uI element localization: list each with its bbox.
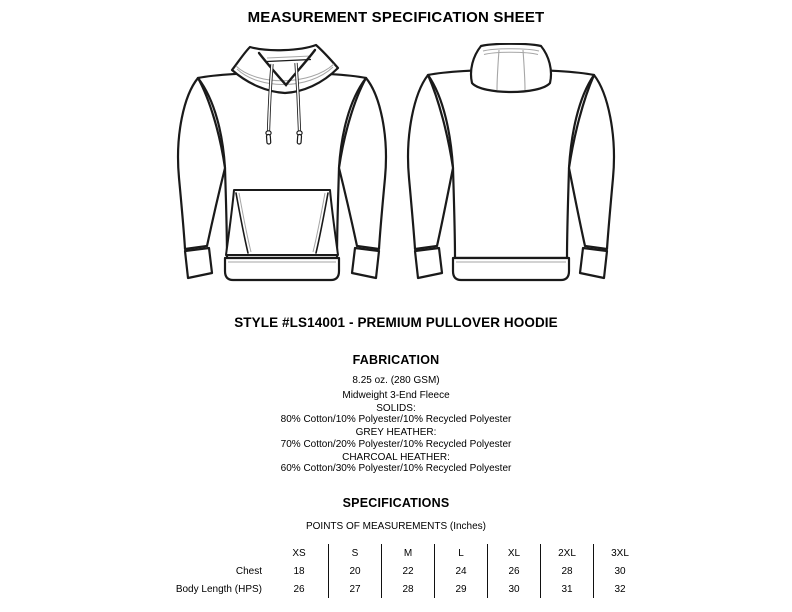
fabrication-weight: 8.25 oz. (280 GSM) [352,375,440,386]
fabrication-charcoal-heather-content: 60% Cotton/30% Polyester/10% Recycled Polyester [280,463,512,474]
fabrication-heading: FABRICATION [352,353,440,367]
measurement-value: 26 [293,583,305,595]
page-title: MEASUREMENT SPECIFICATION SHEET [247,9,545,26]
style-number-title: STYLE #LS14001 - PREMIUM PULLOVER HOODIE [234,315,558,330]
hoodie-back-drawing [402,43,620,296]
size-column-header: M [382,544,435,562]
fabrication-solids-content: 80% Cotton/10% Polyester/10% Recycled Polyester [280,414,512,425]
measurements-table [164,544,646,598]
measurement-value: 24 [435,562,488,580]
hoodie-front-flat-icon [172,40,392,292]
fabrication-solids-label: SOLIDS: [376,402,416,414]
size-column-header: XS [292,547,306,559]
fabrication-grey-heather-label: GREY HEATHER: [355,427,437,438]
kangaroo-pocket [226,190,338,255]
front-cuff-left [185,248,212,278]
chest-row [164,562,646,580]
measurement-value: 20 [329,562,382,580]
measurement-value: 29 [435,580,488,598]
specifications-heading: SPECIFICATIONS [342,496,450,510]
row-label: Body Length (HPS) [175,583,262,595]
measurement-value: 18 [293,565,305,577]
size-column-header: L [435,544,488,562]
fabrication-grey-heather-content: 70% Cotton/20% Polyester/10% Recycled Polyester [280,438,512,450]
measurement-value: 27 [329,580,382,598]
measurement-value: 22 [382,562,435,580]
front-cuff-right [352,248,379,278]
front-hem-band [225,258,339,280]
back-cuff-right [580,248,607,278]
measurement-value: 30 [488,580,541,598]
size-column-header: 3XL [594,544,647,562]
fabrication-fleece: Midweight 3-End Fleece [342,389,450,401]
fabrication-details [0,375,792,475]
size-column-header: XL [488,544,541,562]
measurement-value: 28 [382,580,435,598]
size-column-header: S [329,544,382,562]
back-cuff-left [415,248,442,278]
measurement-value: 28 [541,562,594,580]
measurement-value: 26 [488,562,541,580]
row-label-empty [164,544,270,562]
hoodie-back-flat-icon [402,43,620,291]
points-of-measurements-label: POINTS OF MEASUREMENTS (Inches) [305,521,487,532]
fabrication-charcoal-heather-label: CHARCOAL HEATHER: [342,451,450,463]
size-column-header: 2XL [541,544,594,562]
size-header-row [164,544,646,562]
measurement-value: 30 [594,562,647,580]
back-hem-band [453,258,569,280]
measurement-value: 32 [594,580,647,598]
row-label: Chest [235,565,262,577]
hoodie-front-drawing [172,40,392,297]
body-length-row [164,580,646,598]
measurement-value: 31 [541,580,594,598]
